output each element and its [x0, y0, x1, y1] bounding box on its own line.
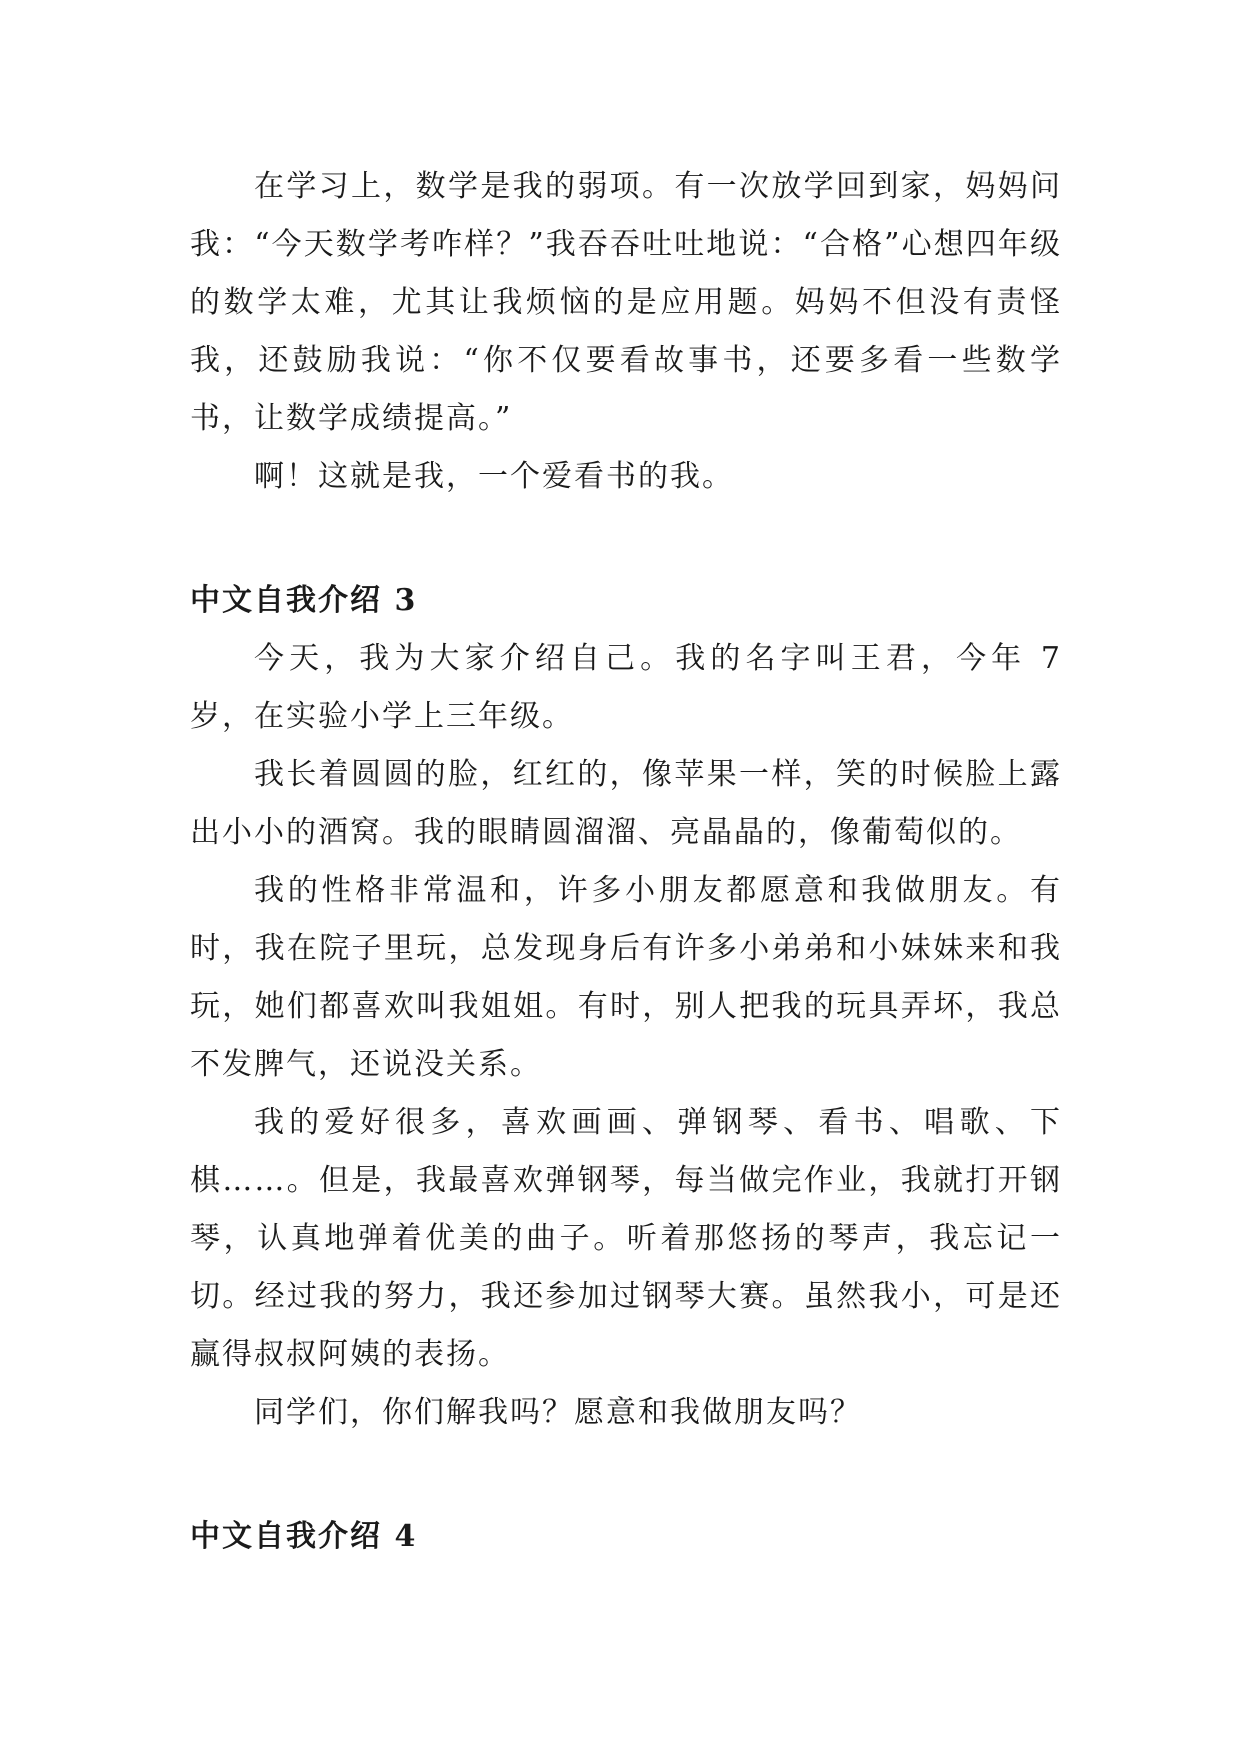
- paragraph: 在学习上，数学是我的弱项。有一次放学回到家，妈妈问我：“今天数学考咋样？”我吞吞吐吐地说：“合格”心想四年级的数学太难，尤其让我烦恼的是应用题。妈妈不但没有责怪我，还鼓励我说：“你不仅要看故事书，还要多看一些数学书，让数学成绩提高。”: [190, 169, 1062, 436]
- section-spacer: [190, 506, 1062, 572]
- document-body: [190, 158, 1062, 1566]
- paragraph: 我的爱好很多，喜欢画画、弹钢琴、看书、唱歌、下棋……。但是，我最喜欢弹钢琴，每当做完作业，我就打开钢琴，认真地弹着优美的曲子。听着那悠扬的琴声，我忘记一切。经过我的努力，我还参加过钢琴大赛。虽然我小，可是还赢得叔叔阿姨的表扬。: [190, 1105, 1062, 1372]
- paragraph: 啊！这就是我，一个爱看书的我。: [254, 459, 734, 494]
- section-title-4: 中文自我介绍 4: [190, 1519, 418, 1554]
- section-spacer: [190, 1442, 1062, 1508]
- paragraph: 同学们，你们解我吗？愿意和我做朋友吗？: [254, 1395, 862, 1430]
- paragraph: 我的性格非常温和，许多小朋友都愿意和我做朋友。有时，我在院子里玩，总发现身后有许多小弟弟和小妹妹来和我玩，她们都喜欢叫我姐姐。有时，别人把我的玩具弄坏，我总不发脾气，还说没关系。: [190, 873, 1062, 1082]
- paragraph: 我长着圆圆的脸，红红的，像苹果一样，笑的时候脸上露出小小的酒窝。我的眼睛圆溜溜、亮晶晶的，像葡萄似的。: [190, 757, 1062, 850]
- paragraph: 今天，我为大家介绍自己。我的名字叫王君，今年 7 岁，在实验小学上三年级。: [190, 641, 1062, 734]
- section-title-3: 中文自我介绍 3: [190, 583, 418, 618]
